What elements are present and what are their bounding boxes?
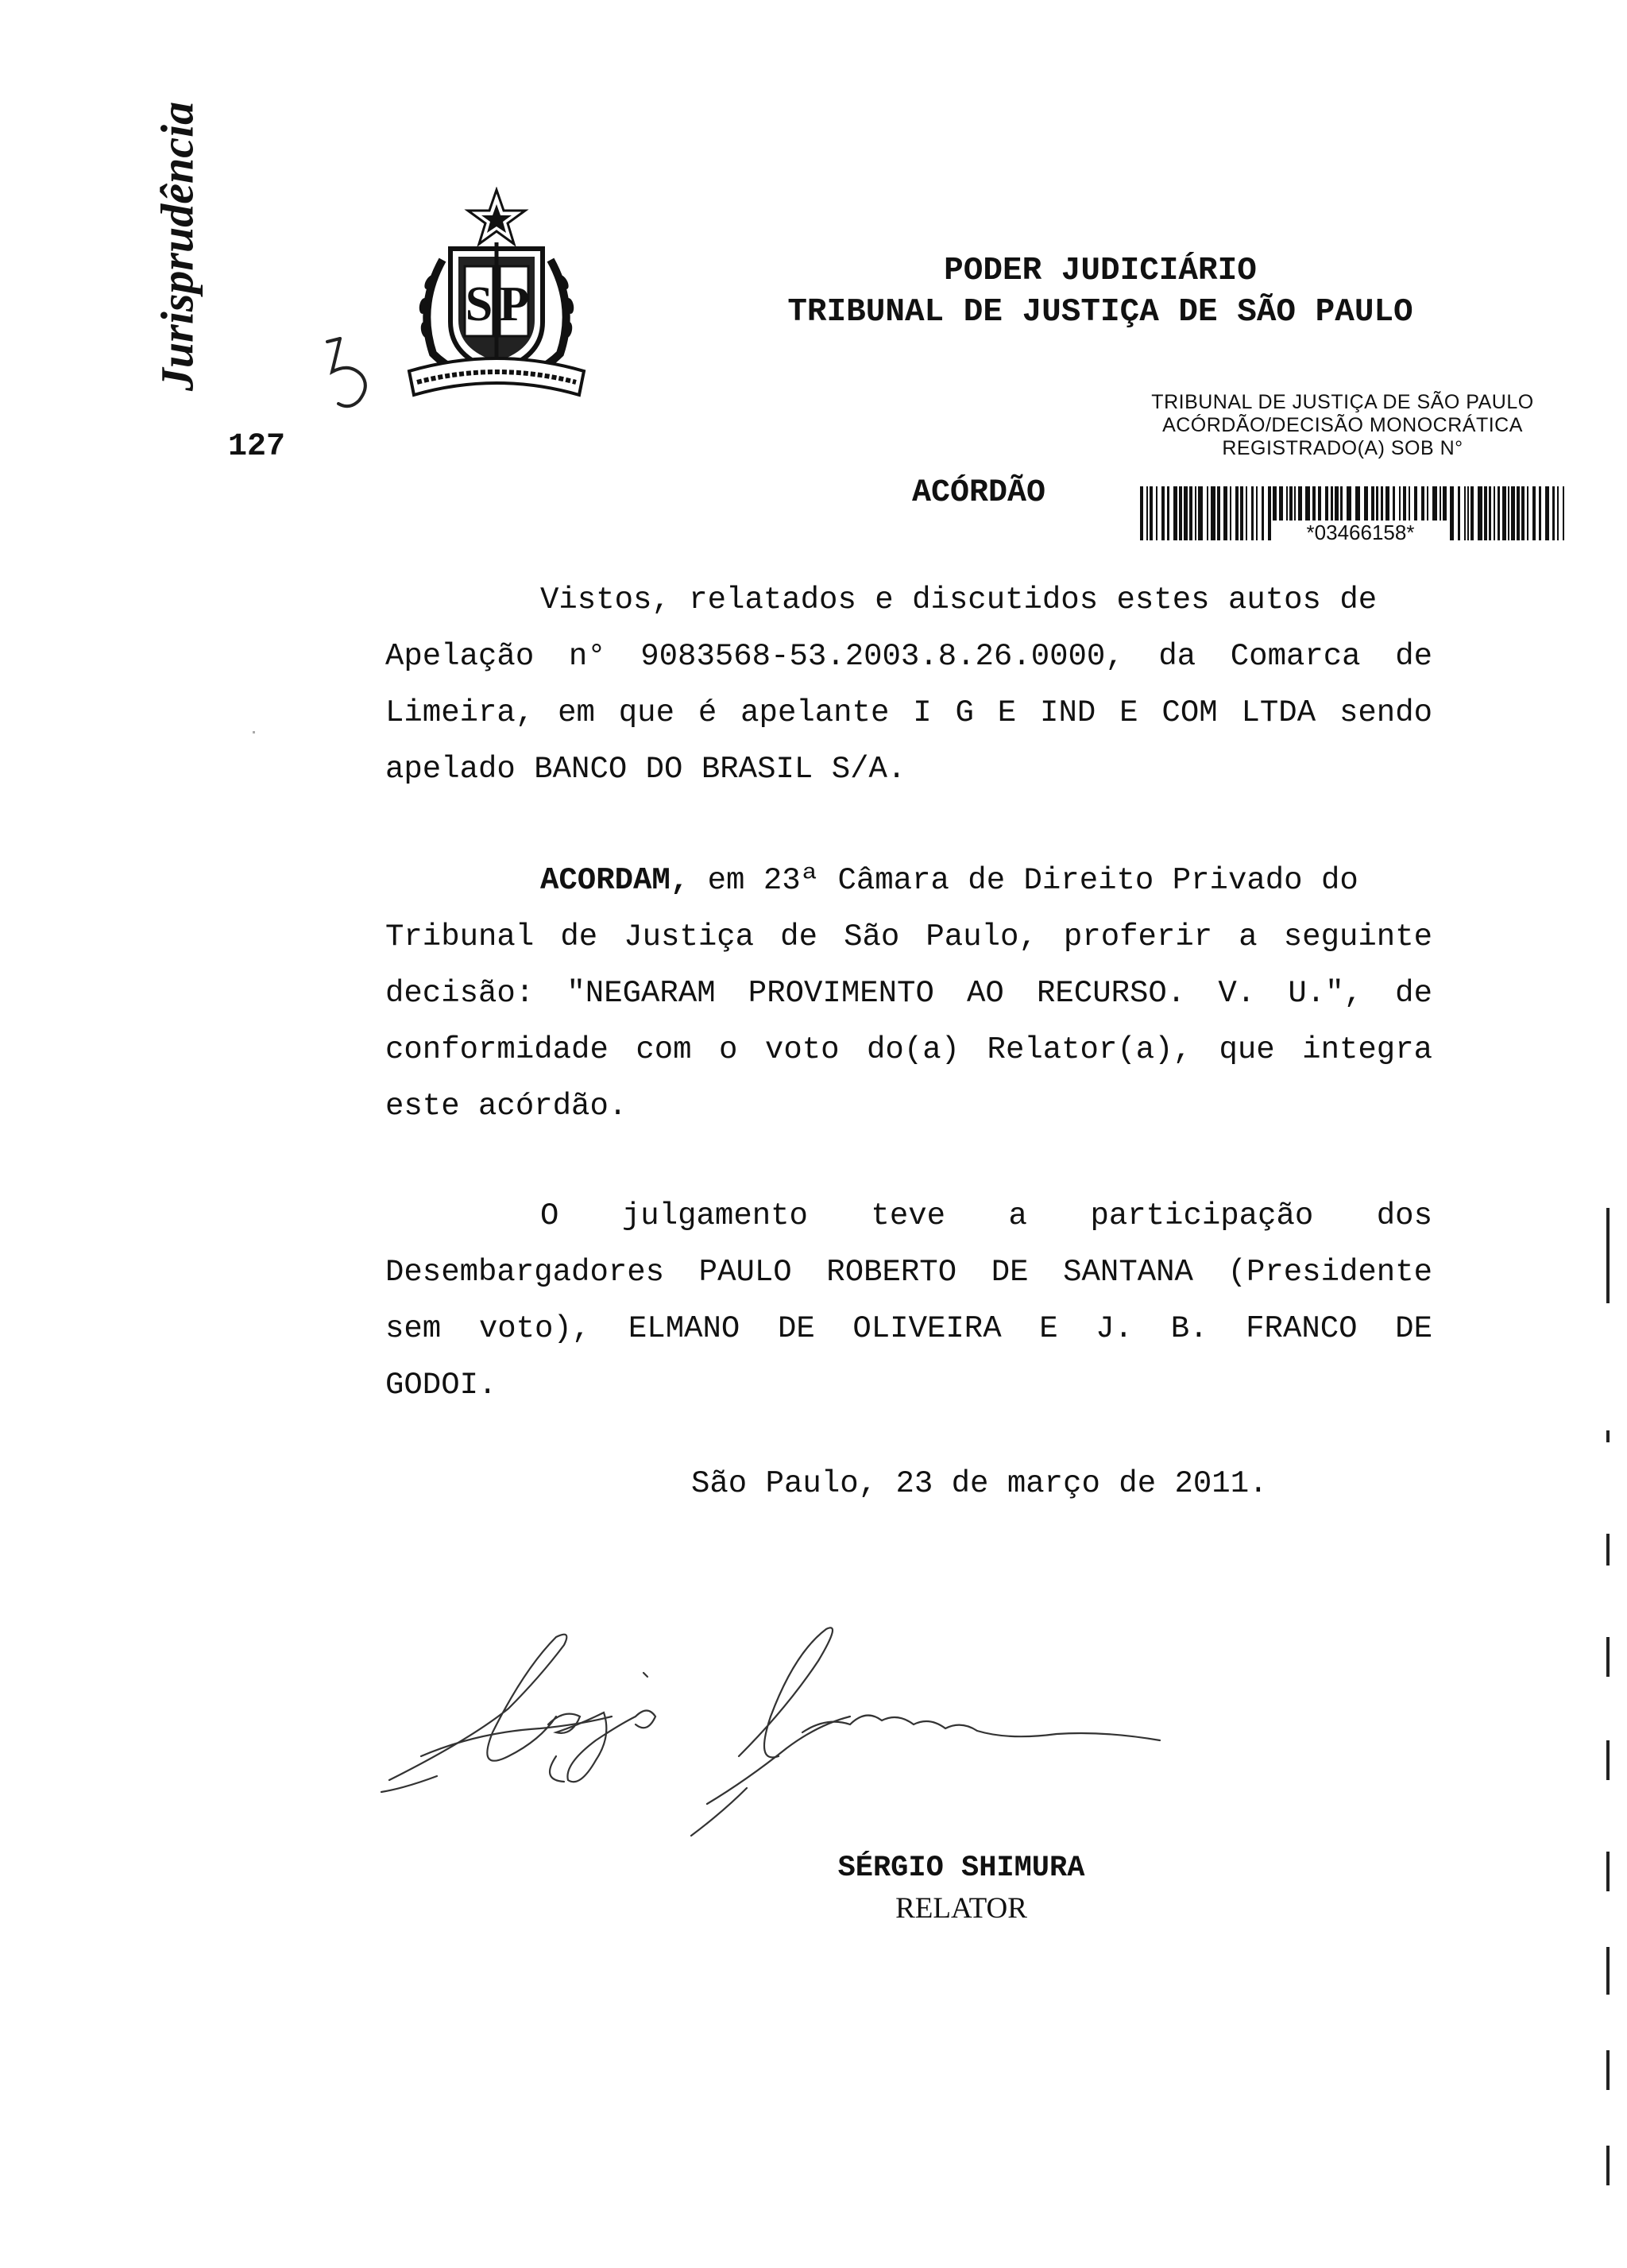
- sao-paulo-coat-of-arms-icon: [401, 187, 592, 401]
- signer-name: SÉRGIO SHIMURA: [837, 1852, 1085, 1885]
- paragraph-line: Limeira, em que é apelante I G E IND E COM LTDA sendo: [385, 695, 1432, 730]
- barcode-bar: [1195, 486, 1196, 540]
- paragraph-line: Vistos, relatados e discutidos estes autos de: [540, 582, 1378, 617]
- barcode-bar: [1184, 486, 1188, 540]
- paragraph-line: apelado BANCO DO BRASIL S/A.: [385, 752, 906, 787]
- paragraph-line: GODOI.: [385, 1368, 497, 1403]
- barcode-bar: [1484, 486, 1487, 540]
- barcode-bar: [1161, 486, 1165, 540]
- barcode-bar: [1489, 486, 1491, 540]
- barcode-bar: [1502, 486, 1506, 540]
- acordam-word: ACORDAM,: [540, 863, 690, 898]
- svg-text:P: P: [499, 277, 529, 331]
- barcode-bar: [1198, 486, 1203, 540]
- barcode-bar: [1552, 486, 1555, 540]
- barcode-bar: [1545, 486, 1549, 540]
- barcode-bar: [1517, 486, 1520, 540]
- barcode-bar: [1173, 486, 1177, 540]
- paragraph-line: O julgamento teve a participação dos: [540, 1198, 1432, 1233]
- paragraph-line: decisão: "NEGARAM PROVIMENTO AO RECURSO. V. U.", de: [385, 976, 1432, 1011]
- paragraph-line: este acórdão.: [385, 1089, 628, 1124]
- barcode-bar: [1211, 486, 1215, 540]
- paragraph-decision: [385, 853, 1432, 1135]
- handwritten-signature: [373, 1597, 1184, 1852]
- barcode-number: *03466158*: [1271, 521, 1450, 545]
- barcode-bar: [1532, 486, 1536, 540]
- barcode-bar: [1458, 486, 1460, 540]
- svg-text:S: S: [465, 277, 493, 331]
- barcode-bar: [1527, 486, 1528, 540]
- paragraph-case-details: [385, 572, 1432, 798]
- barcode-bar: [1467, 486, 1469, 540]
- stamp-line-type: ACÓRDÃO/DECISÃO MONOCRÁTICA: [1162, 414, 1523, 436]
- barcode-bar: [1246, 486, 1247, 540]
- signer-role: RELATOR: [895, 1892, 1027, 1925]
- paragraph-line: conformidade com o voto do(a) Relator(a), que integra: [385, 1032, 1432, 1067]
- barcode-bar: [1478, 486, 1482, 540]
- page-number: 127: [228, 429, 286, 465]
- registration-stamp: [1112, 391, 1573, 460]
- barcode-bar: [1230, 486, 1231, 540]
- handwritten-number-mark: [318, 334, 381, 413]
- date-line: São Paulo, 23 de março de 2011.: [691, 1466, 1268, 1501]
- barcode-bar: [1494, 486, 1495, 540]
- barcode-bar: [1521, 486, 1525, 540]
- barcode-bar: [1150, 486, 1153, 540]
- stamp-line-court: TRIBUNAL DE JUSTIÇA DE SÃO PAULO: [1151, 391, 1534, 413]
- barcode-bar: [1167, 486, 1169, 540]
- barcode-bar: [1240, 486, 1243, 540]
- paragraph-line: Tribunal de Justiça de São Paulo, proferir a seguinte: [385, 919, 1432, 954]
- barcode-bar: [1511, 486, 1515, 540]
- paragraph-line: Apelação n° 9083568-53.2003.8.26.0000, da Comarca de: [385, 639, 1432, 674]
- paragraph-line-rest: em 23ª Câmara de Direito Privado do: [689, 863, 1358, 898]
- document-type-label: ACÓRDÃO: [912, 475, 1046, 511]
- barcode-bar: [1464, 486, 1466, 540]
- paragraph-line: sem voto), ELMANO DE OLIVEIRA E J. B. FRANCO DE: [385, 1311, 1432, 1346]
- barcode-bar: [1235, 486, 1239, 540]
- scan-margin-marks: [1598, 1192, 1622, 2249]
- side-label-text: Jurisprudência: [151, 101, 203, 392]
- barcode-bar: [1470, 486, 1474, 540]
- court-header: [699, 250, 1501, 333]
- barcode-bar: [1450, 486, 1454, 540]
- barcode-bar: [1156, 486, 1157, 540]
- barcode-bar: [1140, 486, 1143, 540]
- barcode-bar: [1251, 486, 1254, 540]
- paragraph-line: Desembargadores PAULO ROBERTO DE SANTANA (Presidente: [385, 1255, 1432, 1290]
- side-label: [133, 95, 221, 397]
- barcode-bar: [1557, 486, 1559, 540]
- barcode-bar: [1217, 486, 1220, 540]
- barcode-bar: [1179, 486, 1182, 540]
- barcode-bar: [1498, 486, 1500, 540]
- barcode-bar: [1146, 486, 1148, 540]
- barcode-bar: [1262, 486, 1264, 540]
- barcode-bar: [1539, 486, 1541, 540]
- barcode-bar: [1207, 486, 1208, 540]
- barcode-bar: [1256, 486, 1258, 540]
- header-line-judiciary: PODER JUDICIÁRIO: [944, 253, 1257, 289]
- scan-speck: [253, 731, 255, 733]
- barcode-bar: [1563, 486, 1564, 540]
- header-line-court: TRIBUNAL DE JUSTIÇA DE SÃO PAULO: [787, 294, 1413, 331]
- paragraph-line: [385, 853, 1432, 909]
- stamp-line-registered: REGISTRADO(A) SOB N°: [1222, 437, 1463, 459]
- barcode-bar: [1508, 486, 1509, 540]
- barcode-bar: [1189, 486, 1192, 540]
- paragraph-judges: [385, 1188, 1432, 1414]
- barcode-bar: [1223, 486, 1227, 540]
